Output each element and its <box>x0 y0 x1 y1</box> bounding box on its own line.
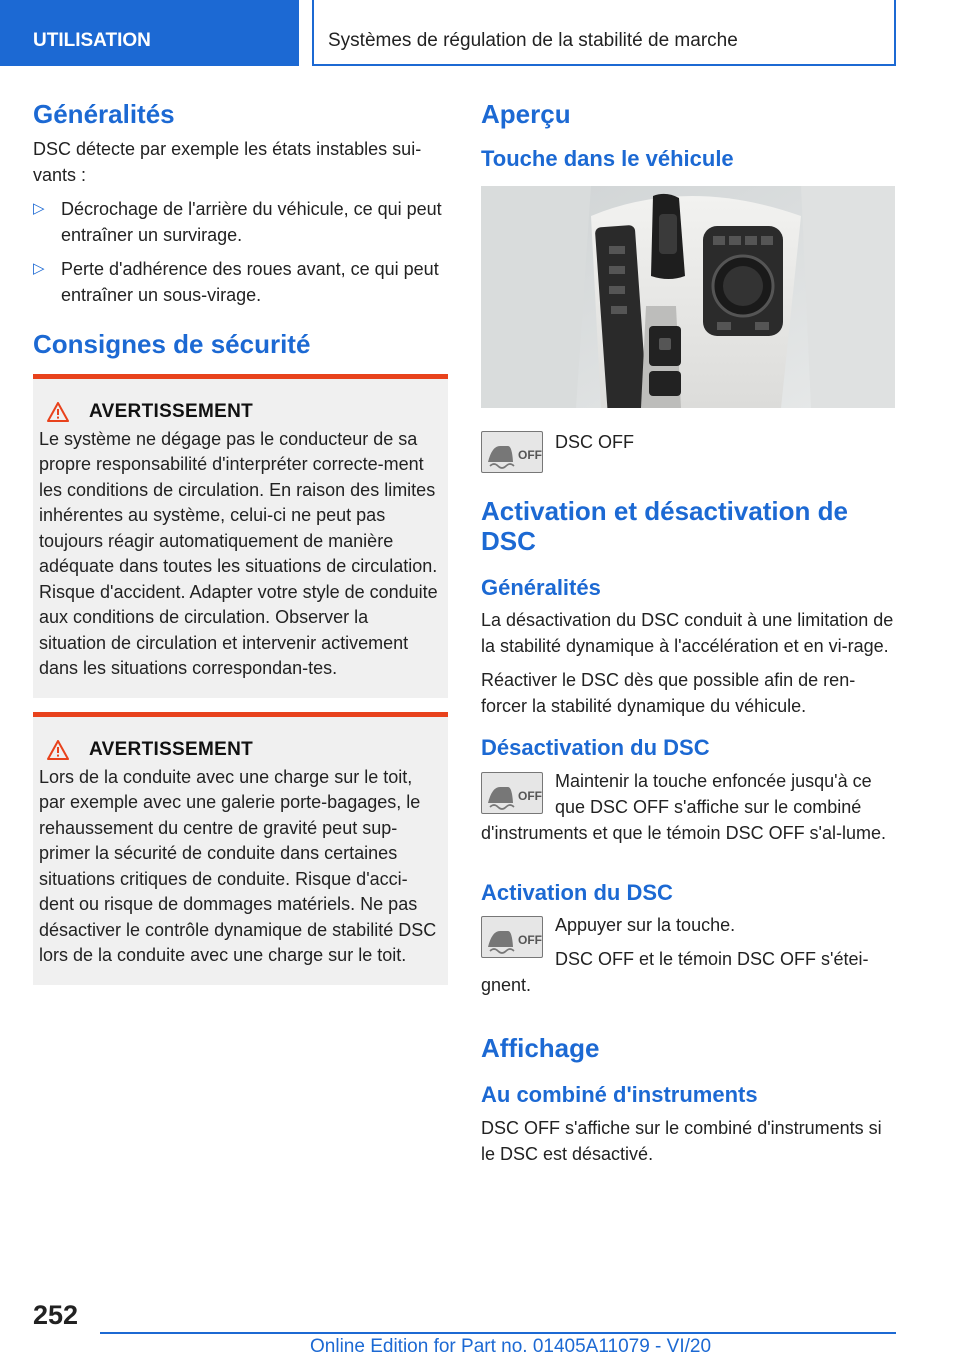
warning-text: Le système ne dégage pas le conducteur de sa propre responsabilité d'interpréter correcte-ment les conditions de circulation. En raison des limites inhérentes au système, celui-ci ne peut pas toujours réagir automatiquement de manière adéquate dans toutes les situations de circulation. Risque d'accident. Adapter votre style de conduite aux conditions de circulation. Observer la situation de circulation et intervenir activement dans les situations correspondan-tes. <box>39 428 438 679</box>
footer-divider <box>100 1332 896 1334</box>
generalites-para-2: Réactiver le DSC dès que possible afin de ren-forcer la stabilité dynamique du véhicule. <box>481 670 856 717</box>
activation-text-1: Appuyer sur la touche. <box>555 915 736 936</box>
warning-title: AVERTISSEMENT <box>89 738 254 760</box>
generalites-heading: Généralités <box>33 99 175 129</box>
dsc-off-label: DSC OFF <box>555 432 634 453</box>
warning-triangle-icon <box>47 740 69 760</box>
warning-title: AVERTISSEMENT <box>89 400 254 422</box>
svg-text:OFF: OFF <box>518 448 542 463</box>
warning-text: Lors de la conduite avec une charge sur le toit, par exemple avec une galerie porte-bagages, le rehaussement du centre de gravité peut sup-primer la sécurité de conduite dans certaines situations critiques de conduite. Risque d'acci-dent ou risque de dommages matériels. Ne pas désactiver le contrôle dynamique de stabilité DSC lors de la conduite avec une charge sur le toit. <box>39 766 437 966</box>
bullet-triangle-icon: ▷ <box>33 259 45 277</box>
activation-dsc-heading: Activation du DSC <box>481 879 673 905</box>
desactivation-text: Maintenir la touche enfoncée jusqu'à ce que DSC OFF s'affiche sur le combiné d'instruments et que le témoin DSC OFF s'al-lume. <box>481 770 887 843</box>
left-column <box>33 100 448 985</box>
dsc-off-button-icon <box>481 916 543 958</box>
combine-text: DSC OFF s'affiche sur le combiné d'instruments si le DSC est désactivé. <box>481 1117 882 1164</box>
right-column <box>481 100 895 1175</box>
dsc-off-row <box>481 431 895 473</box>
activation-block <box>481 912 895 1006</box>
bullet-triangle-icon: ▷ <box>33 199 45 217</box>
svg-text:OFF: OFF <box>518 933 542 948</box>
svg-text:OFF: OFF <box>518 788 542 803</box>
activation-text-2: DSC OFF et le témoin DSC OFF s'étei-gnent. <box>481 949 869 996</box>
dsc-off-button-icon <box>481 772 543 814</box>
list-item: ▷ Perte d'adhérence des roues avant, ce qui peut entraîner un sous-virage. <box>33 256 448 308</box>
section-label: UTILISATION <box>0 0 299 66</box>
affichage-heading: Affichage <box>481 1033 600 1064</box>
desactivation-heading: Désactivation du DSC <box>481 735 710 761</box>
warning-box <box>33 712 448 985</box>
generalites-para-1: La désactivation du DSC conduit à une limitation de la stabilité dynamique à l'accélération et en vi-rage. <box>481 610 894 657</box>
instability-list <box>33 196 448 308</box>
warning-box <box>33 374 448 698</box>
activation-heading: Activation et désactivation de DSC <box>481 496 848 557</box>
warning-triangle-icon <box>47 402 69 422</box>
page-number: 252 <box>33 1300 79 1330</box>
touche-heading: Touche dans le véhicule <box>481 145 734 171</box>
chapter-title: Systèmes de régulation de la stabilité de marche <box>312 0 896 66</box>
combine-heading: Au combiné d'instruments <box>481 1082 758 1108</box>
page-header <box>0 0 960 66</box>
edition-link[interactable]: Online Edition for Part no. 01405A11079 - VI/20 <box>310 1336 712 1357</box>
list-item: ▷ Décrochage de l'arrière du véhicule, ce qui peut entraîner un survirage. <box>33 196 448 248</box>
generalites-intro: DSC détecte par exemple les états instables sui-vants : <box>33 138 422 185</box>
generalites-subheading: Généralités <box>481 575 601 601</box>
dsc-off-button-icon <box>481 431 543 473</box>
center-console-image <box>481 186 895 408</box>
apercu-heading: Aperçu <box>481 99 571 129</box>
consignes-heading: Consignes de sécurité <box>33 328 311 359</box>
desactivation-block <box>481 768 895 854</box>
